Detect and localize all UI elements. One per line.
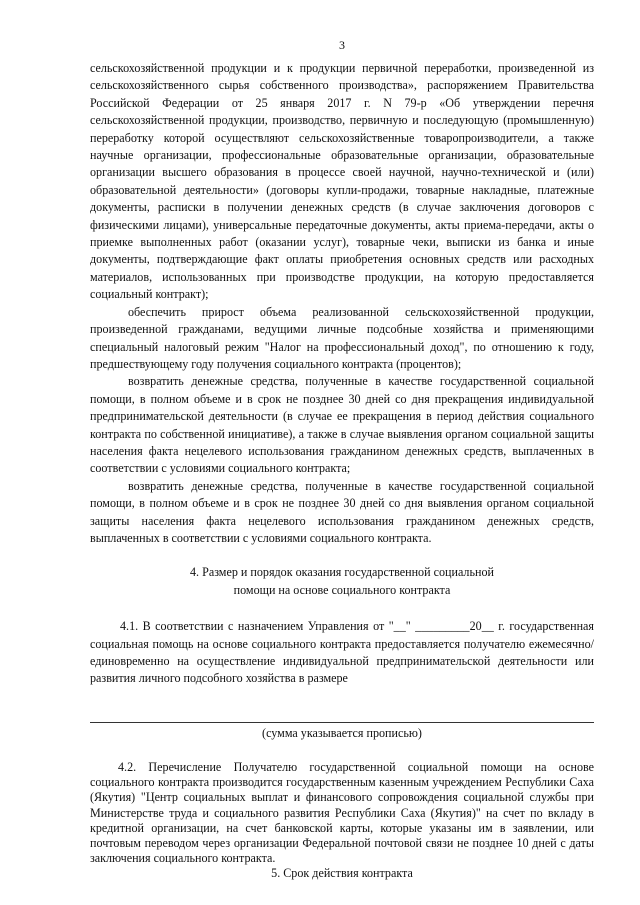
section-5-heading: 5. Срок действия контракта <box>271 866 413 881</box>
paragraph-return-misuse: возвратить денежные средства, полученные в качестве государственной социальной помощи, в полном объеме и в срок не позднее 30 дней со дня выявления органом социальной защиты населения факта нецелевого использования гражданином денежных средств, выплаченных в соответствии с условиями социального контракта. <box>90 478 594 545</box>
amount-blank-line <box>90 700 594 723</box>
obligations-text <box>90 60 594 547</box>
page-number: 3 <box>339 38 345 52</box>
section-4-heading <box>90 564 594 599</box>
section-4-heading-line2: помощи на основе социального контракта <box>233 582 451 597</box>
paragraph-growth: обеспечить прирост объема реализованной сельскохозяйственной продукции, произведенной гражданами, ведущими личные подсобные хозяйства и применяющими специальный налоговый режим "Налог на профессиональный доход", по отношению к году, предшествующему году получения социального контракта (процентов); <box>90 304 594 371</box>
paragraph-4-1: 4.1. В соответствии с назначением Управления от "__" _________20__ г. государственная социальная помощь на основе социального контракта предоставляется получателю ежемесячно/единовременно на осуществление индивидуальной предпринимательской деятельности или развития личного подсобного хозяйства в размере <box>90 619 594 686</box>
paragraph-continuation: сельскохозяйственной продукции и к продукции первичной переработки, произведенной из сельскохозяйственного сырья собственного производства», распоряжением Правительства Российской Федерации от 25 января 2017 г. N 79-р «Об утверждении перечня сельскохозяйственной продукции, производство, первичную и последующую (промышленную) переработку которой осуществляют сельскохозяйственные товаропроизводители, а также научные организации, профессиональные образовательные организации, образовательные организации высшего образования в процессе своей научной, научно-технической и (или) образовательной деятельности» (договоры купли-продажи, товарные накладные, платежные документы, расписки в получении денежных средств (в случае заключения договоров с физическими лицами), универсальные передаточные документы, акты приема-передачи, акты о приемке выполненных работ (оказании услуг), товарные чеки, выписки из банка и иные документы, подтверждающие факт оплаты приобретения основных средств или расходных материалов, использованных при производстве продукции, на которую предоставляется социальный контракт); <box>90 61 594 302</box>
amount-caption: (сумма указывается прописью) <box>262 725 422 740</box>
section-4-heading-line1: 4. Размер и порядок оказания государственной социальной <box>190 565 494 580</box>
paragraph-4-2: 4.2. Перечисление Получателю государственной социальной помощи на основе социального контракта производится государственным казенным учреждением Республики Саха (Якутия) "Центр социальных выплат и финансового сопровождения социальной службы при Министерстве труда и социального развития Республики Саха (Якутия)" на счет по вкладу в кредитной организации, на счет банковской карты, которые указаны им в заявлении, или почтовым переводом через организации Федеральной почтовой связи не позднее 10 дней с даты заключения социального контракта. <box>90 759 594 866</box>
paragraph-return-termination: возвратить денежные средства, полученные в качестве государственной социальной помощи, в полном объеме и в срок не позднее 30 дней со дня прекращения индивидуальной предпринимательской деятельности (в случае ее прекращения в период действия социального контракта по собственной инициативе), а также в случае выявления органом социальной защиты населения факта нецелевого использования гражданином денежных средств, выплаченных в соответствии с условиями социального контракта; <box>90 374 594 476</box>
